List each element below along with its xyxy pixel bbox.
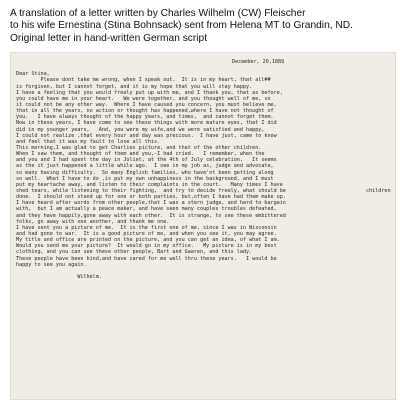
letter-line: put my heartache away, and listen to their complaints in the court. Many times I have	[16, 181, 283, 188]
letter-line: and you and I had spent the day in Joliet, at the 4th of July celebration, It seems	[16, 157, 277, 164]
letter-line: When I saw them, and thought of them and you,-I had cried. I remember, when the	[16, 151, 265, 158]
letter-line: happy to see you again.	[16, 261, 87, 268]
letter-line: I have sent you a picture of me. It is the first one of me, since I was in Wisconsin	[16, 224, 277, 231]
letter-line: This morning,I was glad to get Charlies picture, and that of the other children.	[16, 144, 262, 151]
letter-line: you could have me in your heart. We were together, and you thought well of me, so	[16, 95, 271, 102]
letter-line: as the it just happened a little while ago. I see in my job as, judge and advocate,	[16, 163, 274, 170]
letter-body	[16, 59, 391, 280]
image-caption	[10, 8, 395, 45]
caption-line-2: to his wife Ernestina (Stina Bohnsack) sent from Helena MT to Grandin, ND.	[10, 20, 353, 32]
letter-line: that in all the years, no action or thought has happened,where I have not thought of	[16, 108, 274, 115]
letter-line: done. I should not stand up for one or both parties, but,often I have had them make up.	[16, 194, 286, 201]
letter-line: These people have been kind,and have cared for me well thru these years. I would be	[16, 255, 277, 262]
letter-line: you. I have always thought of the happy years, and times, and cannot forget them.	[16, 114, 274, 121]
caption-line-3: Original letter in hand-written German script	[10, 32, 208, 44]
letter-line: with, but I am actually a peace maker, and have seen many couples troubles defeated,	[16, 206, 277, 213]
letter-line: folks, go away with one another, and thank me one.	[16, 218, 170, 225]
letter-line: Wilhelm.	[16, 273, 102, 280]
letter-line: Now in these years, I have come to see these things with more mature eyes, that I did	[16, 120, 277, 127]
letter-line: and had gone to war. It is a good picture of me, and when you see it, you may agree.	[16, 230, 277, 237]
letter-line: it could not be any other way. Where I have caused you concern, you must believe me,	[16, 101, 277, 108]
letter-line: clothing, and you can see these other people, Bart and Gaaren, and this lady.	[16, 249, 253, 256]
letter-line: is forgiven, but I cannot forget, and it is my hope that you will stay happy.	[16, 83, 253, 90]
letter-date: December, 20,1889	[232, 59, 285, 65]
letter-line: shed tears, while listening to their fighting, and try to decide freely, what should be	[16, 187, 286, 194]
letter-line: so well. What I have to do ,is put my own unhappiness in the background, and I must	[16, 175, 274, 182]
letter-line: I have a feeling that you would freely put up with me, and I thank you, that as before,	[16, 89, 283, 96]
caption-line-1: A translation of a letter written by Charles Wilhelm (CW) Fleischer	[10, 8, 306, 19]
letter-line: did in my younger years, And, you were my wife,and we were satisfied and happy,	[16, 126, 265, 133]
letter-line: Dear Stina,	[16, 71, 50, 78]
letter-line: and feel that it was my fault to lose all this.	[16, 138, 161, 145]
letter-line: My title and office are printed on the picture, and you can get an idea, of what I am.	[16, 237, 280, 244]
letter-line: so many having difficulty. So many English families, who have'nt been getting along	[16, 169, 274, 176]
margin-note: children	[366, 188, 391, 194]
letter-line: I have heard after words from other people,that I was a stern judge, and hard to bargain	[16, 200, 286, 207]
letter-line: Please dont take me wrong, when I speak out. It is in my heart, that all##	[16, 77, 271, 84]
letter-line: and they have happily,gone away with each other. It is strange, to see these embittered	[16, 212, 286, 219]
letter-line: I could not realize ,that every hour and day was precious. I have just, came to know	[16, 132, 277, 139]
letter-line: Would you send me your picture? It would go in my office. My picture is in my best	[16, 243, 277, 250]
